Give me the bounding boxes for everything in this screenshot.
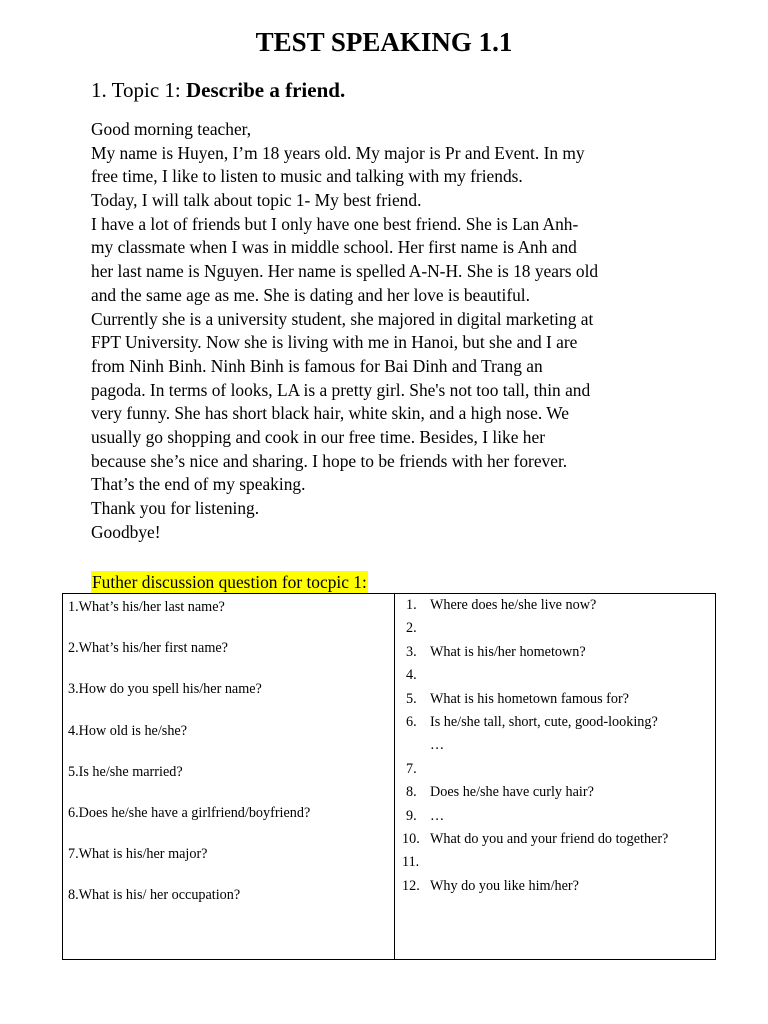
body-line: very funny. She has short black hair, white skin, and a high nose. We	[91, 403, 569, 424]
question-number: 6.	[406, 714, 417, 731]
question-table	[62, 593, 716, 960]
column-divider	[394, 594, 395, 959]
numbered-question	[402, 828, 670, 851]
body-line: and the same age as me. She is dating and her love is beautiful.	[91, 284, 530, 305]
question-number: 5.	[406, 690, 417, 707]
body-line: her last name is Nguyen. Her name is spelled A-N-H. She is 18 years old	[91, 261, 599, 282]
body-line: I have a lot of friends but I only have one best friend. She is Lan Anh-	[91, 213, 579, 234]
question-number: 1.	[406, 597, 417, 613]
question-item: 7.What is his/her major?	[68, 846, 208, 863]
numbered-question	[406, 688, 711, 711]
question-item: 4.How old is he/she?	[68, 722, 188, 739]
question-item: 2.What’s his/her first name?	[68, 640, 228, 657]
numbered-question	[402, 875, 711, 898]
question-item: 5.Is he/she married?	[68, 763, 183, 780]
numbered-question	[406, 617, 711, 640]
question-number: 11.	[402, 854, 420, 871]
question-number: 7.	[406, 760, 417, 777]
question-text: Where does he/she live now?	[430, 597, 597, 613]
question-number: 4.	[406, 667, 417, 684]
body-line: free time, I like to listen to music and talking with my friends.	[91, 166, 523, 187]
question-number: 12.	[402, 877, 420, 894]
body-line: pagoda. In terms of looks, LA is a pretty girl. She's not too tall, thin and	[91, 379, 591, 400]
numbered-question	[406, 781, 711, 804]
question-text: What is his hometown famous for?	[430, 690, 629, 707]
numbered-question	[406, 594, 711, 617]
question-text: Does he/she have curly hair?	[430, 784, 594, 801]
document-title: TEST SPEAKING 1.1	[255, 27, 513, 57]
numbered-question	[406, 664, 711, 687]
left-question-column	[68, 597, 390, 927]
topic-heading	[91, 75, 345, 105]
topic-title: Describe a friend.	[185, 78, 346, 102]
question-number: 8.	[406, 784, 417, 801]
further-discussion-heading: Futher discussion question for tocpic 1:	[92, 572, 367, 592]
question-number: 3.	[406, 643, 417, 660]
body-line: my classmate when I was in middle school. Her first name is Anh and	[91, 237, 577, 258]
question-text: …	[430, 807, 445, 824]
numbered-question	[406, 711, 658, 758]
body-line: FPT University. Now she is living with me in Hanoi, but she and I are	[91, 332, 578, 353]
question-item: 1.What’s his/her last name?	[68, 599, 225, 615]
question-number: 9.	[406, 807, 417, 824]
question-number: 2.	[406, 620, 417, 637]
speech-body	[91, 118, 731, 544]
body-line: Goodbye!	[91, 521, 161, 542]
numbered-question	[406, 758, 711, 781]
body-line: usually go shopping and cook in our free time. Besides, I like her	[91, 426, 545, 447]
question-item: 8.What is his/ her occupation?	[68, 887, 241, 904]
body-line: Thank you for listening.	[91, 498, 260, 518]
right-question-column	[402, 594, 711, 898]
question-item: 3.How do you spell his/her name?	[68, 681, 262, 698]
body-line: from Ninh Binh. Ninh Binh is famous for Bai Dinh and Trang an	[91, 355, 543, 376]
body-line: Today, I will talk about topic 1- My best friend.	[91, 190, 422, 211]
question-text: What do you and your friend do together?	[430, 831, 669, 848]
question-number: 10.	[402, 831, 420, 848]
body-line: My name is Huyen, I’m 18 years old. My major is Pr and Event. In my	[91, 142, 585, 163]
numbered-question	[406, 641, 711, 664]
topic-prefix: 1. Topic 1:	[91, 78, 186, 102]
body-line: That’s the end of my speaking.	[91, 474, 306, 495]
body-line: Good morning teacher,	[91, 119, 252, 139]
question-text: Is he/she tall, short, cute, good-looking? …	[430, 714, 658, 754]
numbered-question	[406, 805, 711, 828]
question-text: What is his/her hometown?	[430, 643, 586, 660]
question-item: 6.Does he/she have a girlfriend/boyfriend?	[68, 804, 311, 821]
body-line: because she’s nice and sharing. I hope to be friends with her forever.	[91, 450, 568, 471]
numbered-question	[402, 851, 711, 874]
body-line: Currently she is a university student, she majored in digital marketing at	[91, 308, 594, 329]
question-text: Why do you like him/her?	[430, 877, 579, 894]
